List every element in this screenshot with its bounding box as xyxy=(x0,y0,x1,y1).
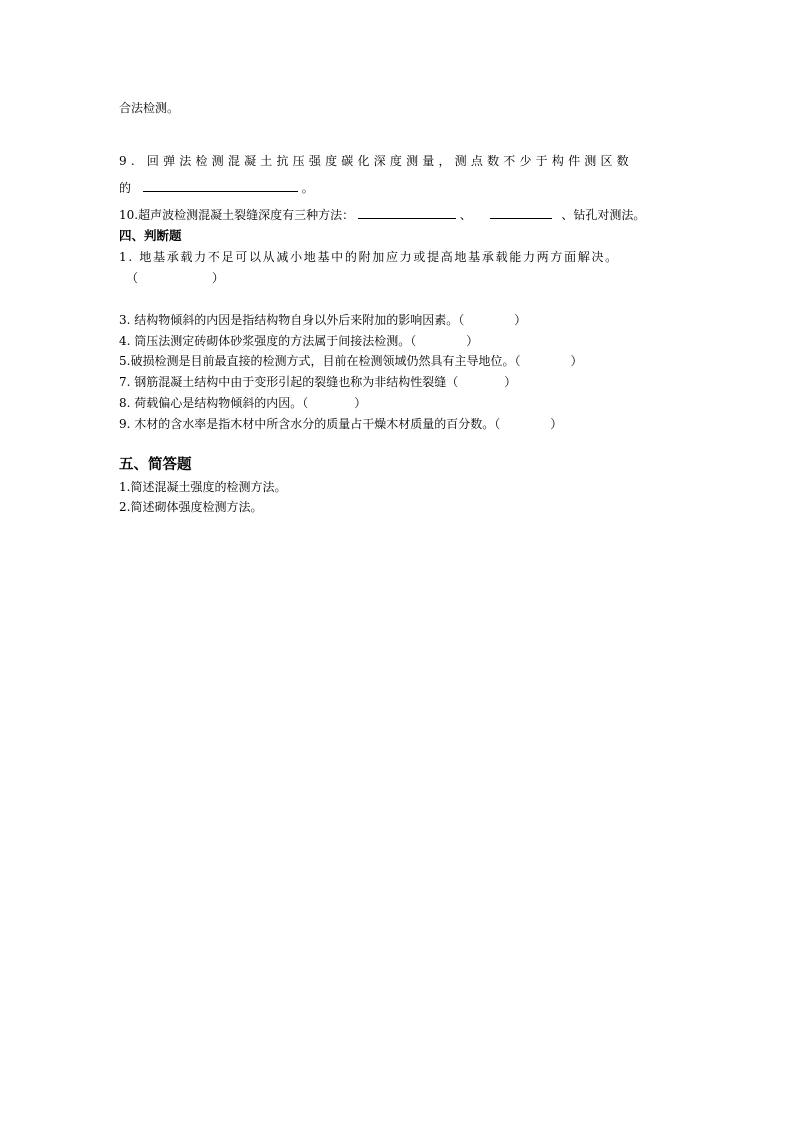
judgment-q3-text: 3. 结构物倾斜的内因是指结构物自身以外后来附加的影响因素。（ xyxy=(119,313,465,327)
q9-suffix: 。 xyxy=(301,181,314,195)
fill-in-continuation xyxy=(119,100,179,116)
judgment-q7-close-paren: ） xyxy=(504,375,517,389)
judgment-q5 xyxy=(119,353,582,369)
q9-text: 9. 回弹法检测混凝土抗压强度碳化深度测量，测点数不少于构件测区数 xyxy=(119,154,633,168)
judgment-q1-line2 xyxy=(126,270,224,286)
judgment-q9 xyxy=(119,416,562,432)
q10-suffix: 、钻孔对测法。 xyxy=(561,208,646,222)
judgment-q4-close-paren: ） xyxy=(466,334,479,348)
short-answer-section-title: 五、简答题 xyxy=(119,457,192,473)
judgment-q3 xyxy=(119,312,526,328)
q10-prefix: 10.超声波检测混凝土裂缝深度有三种方法： xyxy=(119,208,355,222)
fill-in-q9-line1 xyxy=(119,153,674,169)
q9-answer-blank[interactable] xyxy=(143,179,298,192)
q10-answer-blank-1[interactable] xyxy=(358,206,456,219)
judgment-q7 xyxy=(119,374,516,390)
fill-in-q10 xyxy=(119,206,645,223)
judgment-q3-close-paren: ） xyxy=(514,313,527,327)
continuation-text: 合法检测。 xyxy=(119,101,180,115)
judgment-q1-line1 xyxy=(119,249,674,265)
judgment-q5-text: 5.破损检测是目前最直接的检测方式，目前在检测领域仍然具有主导地位。（ xyxy=(119,354,521,368)
judgment-q1-close-paren: ） xyxy=(212,271,225,285)
judgment-q1-open-paren: （ xyxy=(126,271,139,285)
judgment-q4-text: 4. 筒压法测定砖砌体砂浆强度的方法属于间接法检测。（ xyxy=(119,334,417,348)
short-answer-q1: 1.简述混凝土强度的检测方法。 xyxy=(119,480,287,494)
short-answer-q2: 2.简述砌体强度检测方法。 xyxy=(119,500,263,514)
fill-in-q9-line2 xyxy=(119,179,314,196)
judgment-q7-text: 7. 钢筋混凝土结构中由于变形引起的裂缝也称为非结构性裂缝（ xyxy=(119,375,459,389)
q10-answer-blank-2[interactable] xyxy=(490,206,552,219)
judgment-section-title: 四、判断题 xyxy=(119,228,182,243)
judgment-q9-text: 9. 木材的含水率是指木材中所含水分的质量占干燥木材质量的百分数。（ xyxy=(119,417,501,431)
judgment-q5-close-paren: ） xyxy=(570,354,583,368)
judgment-q4 xyxy=(119,333,478,349)
judgment-q8-text: 8. 荷载偏心是结构物倾斜的内因。（ xyxy=(119,396,309,410)
judgment-q8 xyxy=(119,395,366,411)
judgment-q9-close-paren: ） xyxy=(550,417,563,431)
judgment-q1-text: 1. 地基承载力不足可以从减小地基中的附加应力或提高地基承载能力两方面解决。 xyxy=(119,250,619,264)
judgment-q8-close-paren: ） xyxy=(354,396,367,410)
q9-prefix: 的 xyxy=(119,181,132,195)
q10-separator: 、 xyxy=(459,208,472,222)
